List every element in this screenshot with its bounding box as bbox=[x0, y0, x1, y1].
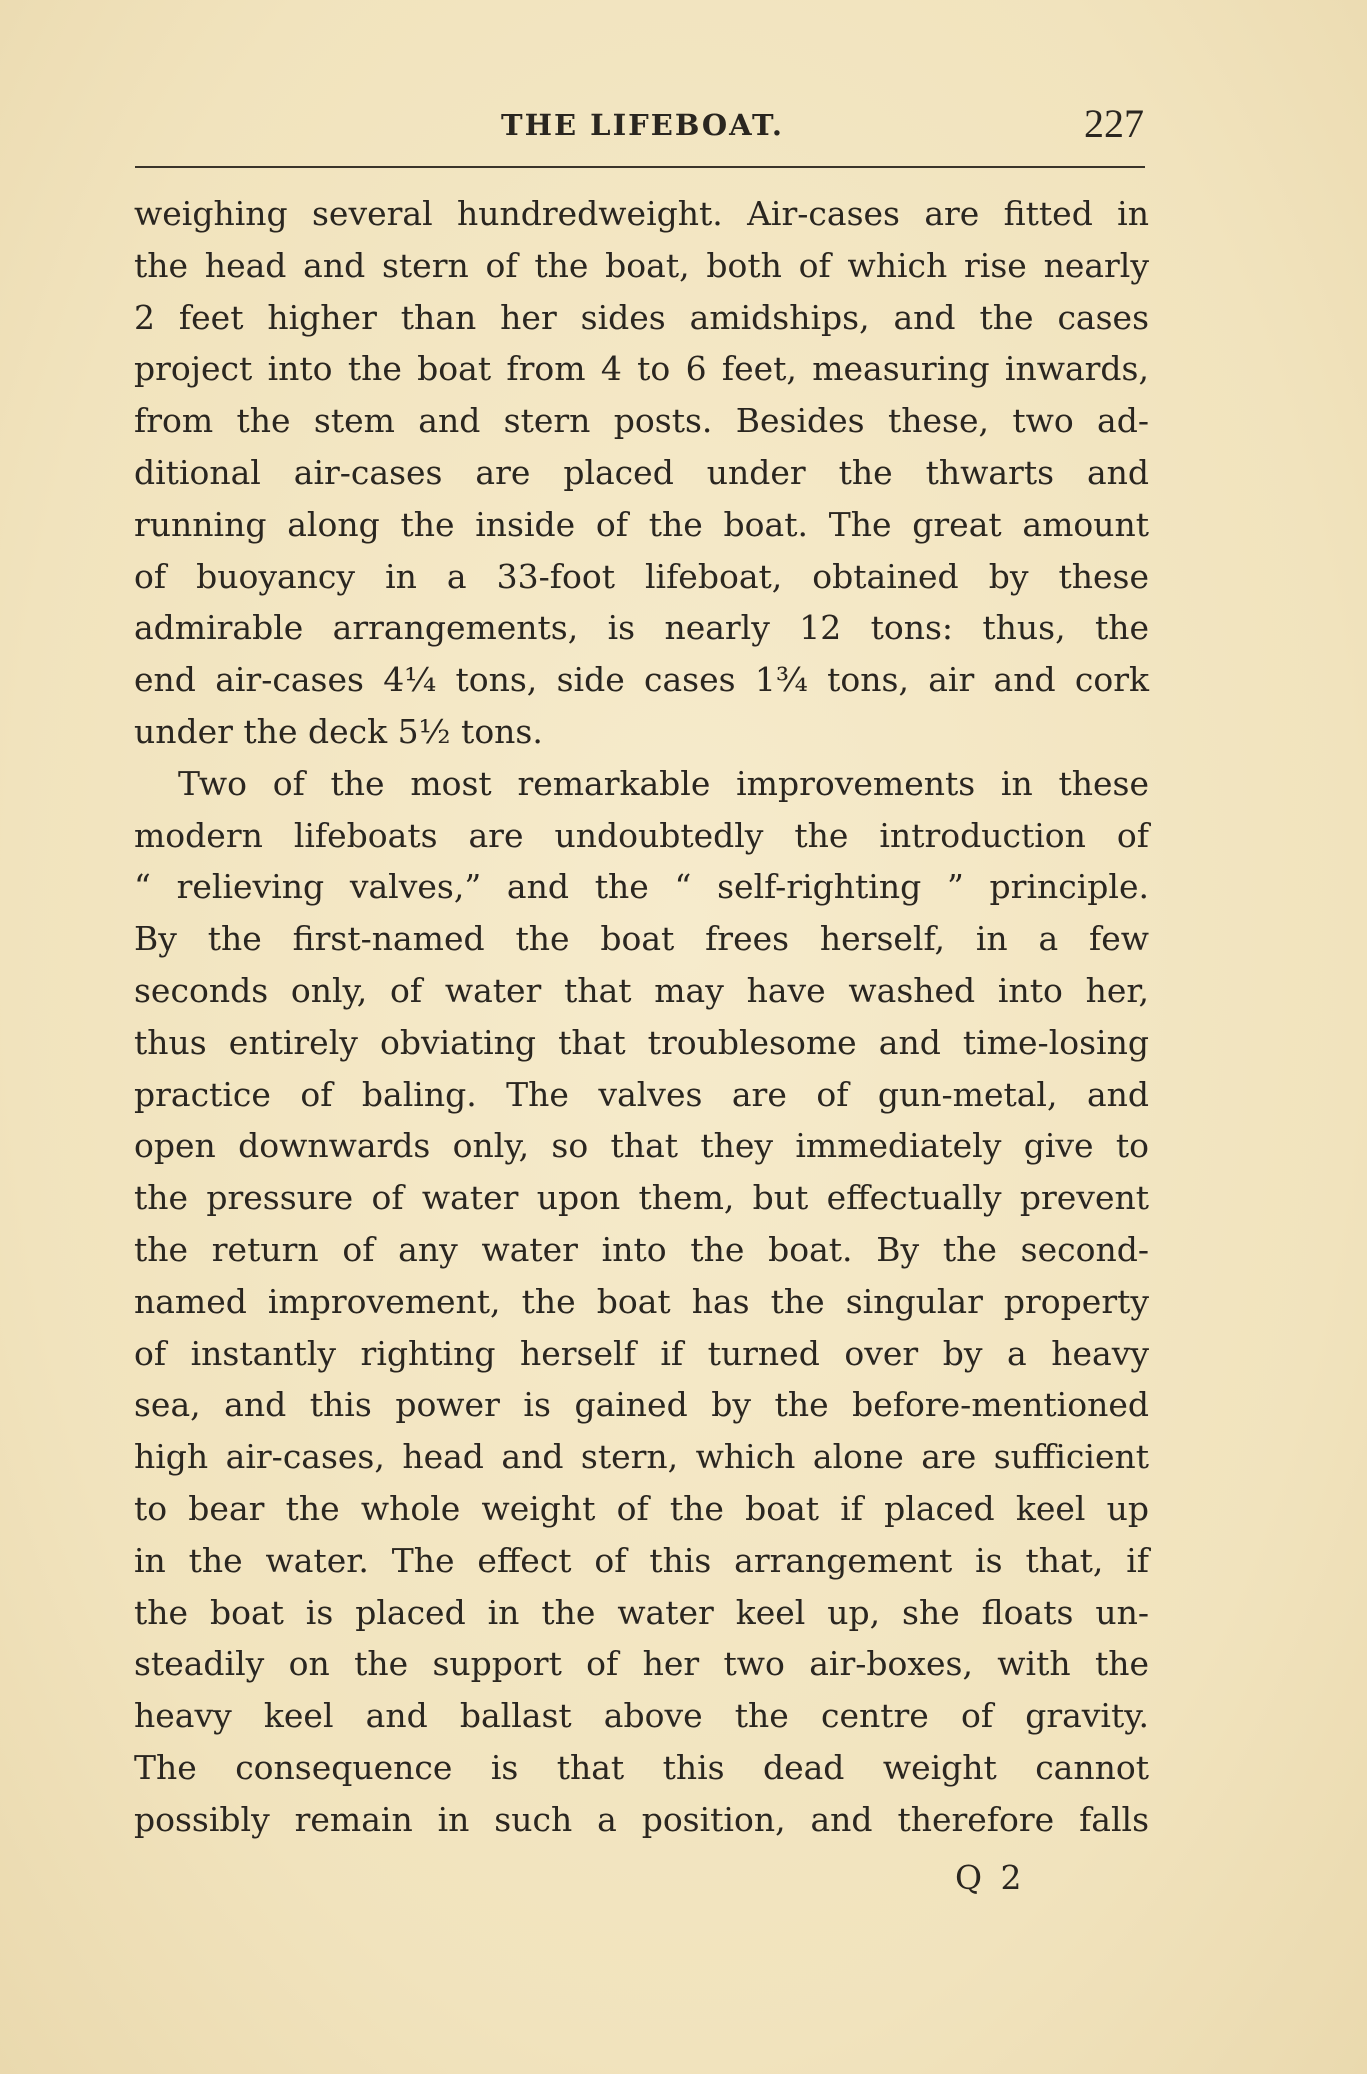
paragraph-2 bbox=[134, 758, 1149, 1846]
text-line: ditional air-cases are placed under the thwarts and bbox=[134, 452, 1149, 492]
text-line: By the first-named the boat frees herself, in a few bbox=[134, 919, 1149, 959]
header-rule bbox=[135, 166, 1145, 168]
text-line: the boat is placed in the water keel up, she floats un- bbox=[134, 1592, 1149, 1632]
paragraph-1 bbox=[134, 188, 1149, 758]
text-line: heavy keel and ballast above the centre of gravity. bbox=[134, 1696, 1149, 1736]
text-line: Two of the most remarkable improvements in these bbox=[178, 763, 1149, 803]
text-line: named improvement, the boat has the singular property bbox=[134, 1281, 1149, 1321]
text-line: The consequence is that this dead weight cannot bbox=[134, 1747, 1149, 1787]
text-line: under the deck 5½ tons. bbox=[134, 711, 543, 751]
running-head bbox=[135, 100, 1150, 160]
text-line: seconds only, of water that may have washed into her, bbox=[134, 970, 1149, 1010]
text-line: the return of any water into the boat. By the second- bbox=[134, 1229, 1149, 1269]
text-line: project into the boat from 4 to 6 feet, measuring inwards, bbox=[134, 349, 1149, 389]
text-line: of buoyancy in a 33-foot lifeboat, obtained by these bbox=[134, 556, 1149, 596]
page-number: 227 bbox=[1084, 101, 1144, 146]
text-line: the pressure of water upon them, but effectually prevent bbox=[134, 1178, 1149, 1218]
text-line: practice of baling. The valves are of gun-metal, and bbox=[134, 1074, 1149, 1114]
text-line: from the stem and stern posts. Besides these, two ad- bbox=[134, 401, 1149, 441]
text-line: weighing several hundredweight. Air-cases are fitted in bbox=[134, 194, 1149, 233]
text-line: “ relieving valves,” and the “ self-righting ” principle. bbox=[134, 867, 1149, 907]
text-line: steadily on the support of her two air-boxes, with the bbox=[134, 1644, 1149, 1684]
text-line: 2 feet higher than her sides amidships, and the cases bbox=[134, 297, 1149, 337]
text-line: thus entirely obviating that troublesome and time-losing bbox=[134, 1022, 1149, 1062]
text-line: of instantly righting herself if turned over by a heavy bbox=[134, 1333, 1149, 1373]
text-line: sea, and this power is gained by the before-mentioned bbox=[134, 1385, 1149, 1425]
text-line: possibly remain in such a position, and therefore falls bbox=[134, 1799, 1149, 1839]
text-line: admirable arrangements, is nearly 12 tons: thus, the bbox=[134, 608, 1149, 648]
running-title: THE LIFEBOAT. bbox=[501, 108, 784, 142]
text-line: the head and stern of the boat, both of which rise nearly bbox=[134, 245, 1149, 285]
signature-mark: Q 2 bbox=[955, 1858, 1026, 1897]
text-line: modern lifeboats are undoubtedly the introduction of bbox=[134, 815, 1149, 855]
text-line: open downwards only, so that they immediately give to bbox=[134, 1126, 1149, 1166]
text-line: running along the inside of the boat. The great amount bbox=[134, 504, 1149, 544]
text-line: high air-cases, head and stern, which alone are sufficient bbox=[134, 1437, 1149, 1477]
body-text bbox=[134, 188, 1149, 1846]
text-line: to bear the whole weight of the boat if placed keel up bbox=[134, 1488, 1149, 1528]
text-line: in the water. The effect of this arrangement is that, if bbox=[134, 1540, 1149, 1580]
text-line: end air-cases 4¼ tons, side cases 1¾ tons, air and cork bbox=[134, 660, 1149, 700]
